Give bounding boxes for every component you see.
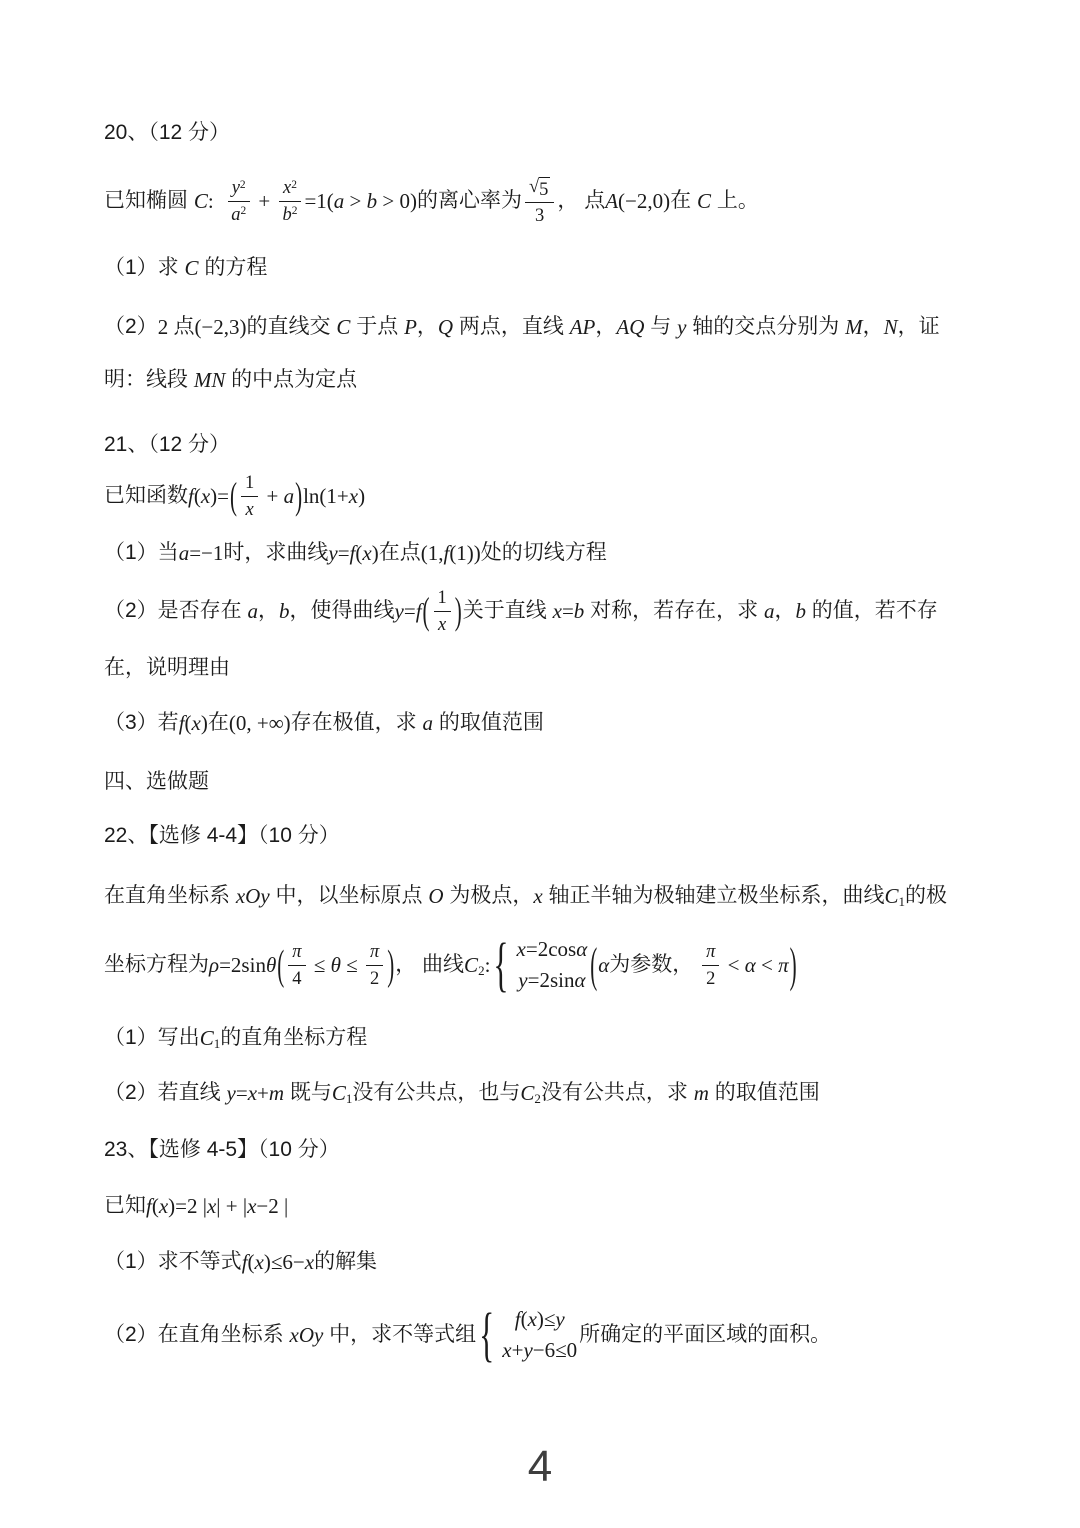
text-math-italic: xOy	[235, 883, 270, 908]
text-math-italic: x	[254, 1249, 264, 1274]
text-cjk: 在	[207, 710, 229, 734]
text-cjk: （2）	[104, 314, 158, 338]
problem-22-heading	[104, 822, 340, 850]
fraction-denominator	[702, 966, 719, 990]
text-cjk: ，	[862, 314, 884, 338]
text-cjk: 在点	[378, 540, 421, 564]
fraction-denominator	[288, 966, 305, 990]
problem-20-part-2-cont	[104, 366, 357, 394]
problem-23-part-2	[104, 1293, 831, 1377]
text-cjk: 的直线交	[246, 314, 337, 338]
problem-22-part-1: （1）写出 C $_1$ 的直角坐标方程	[104, 1025, 368, 1051]
text-cjk: 坐标方程为	[104, 952, 209, 976]
text-cjk: （2）在直角坐标系	[104, 1322, 290, 1346]
section-4-heading	[104, 768, 209, 796]
text-cjk: 的解集	[314, 1249, 378, 1273]
text-cjk: 于点	[350, 314, 405, 338]
text-cjk: （2）是否存在	[104, 598, 248, 622]
cases-column	[502, 1304, 577, 1367]
text-math-italic: x	[283, 177, 292, 198]
text-math-italic: x	[516, 936, 526, 961]
text-roman: <	[722, 952, 745, 977]
fraction-denominator	[366, 966, 383, 990]
text-cjk: 上。	[710, 188, 759, 212]
text-roman: =2sin	[527, 968, 575, 992]
text-math-italic: a	[178, 540, 190, 565]
big-delimiter: )	[387, 940, 395, 989]
text-math-italic: α	[598, 952, 610, 977]
text-roman: =1(	[304, 188, 334, 213]
text-cjk: 已知函数	[104, 483, 188, 507]
text-roman: (	[184, 710, 192, 735]
text-cjk: 的中点为定点	[225, 367, 358, 391]
text-cjk: ，使得曲线	[289, 598, 395, 622]
text-math-italic: xOy	[289, 1322, 324, 1347]
fraction-denominator	[531, 203, 548, 227]
text-cjk: 23、【选修 4-5】（10 分）	[104, 1137, 340, 1161]
text-cjk: 的直角坐标方程	[220, 1025, 368, 1049]
text-math-italic: a	[422, 710, 434, 735]
fraction	[434, 586, 451, 636]
fraction	[279, 176, 302, 226]
text-math-italic: x	[158, 1193, 169, 1218]
square-root	[529, 177, 550, 199]
fraction-numerator	[366, 940, 383, 965]
cases-row	[517, 934, 588, 966]
text-math-italic: a	[231, 203, 241, 224]
text-cjk: 处的切线方程	[480, 540, 607, 564]
text-math-italic: m	[693, 1080, 709, 1105]
text-roman: +	[253, 188, 276, 213]
text-cjk: 对称，若存在，求	[584, 598, 764, 622]
text-cjk: 的值，若不存	[805, 598, 938, 622]
text-roman: =2sin	[219, 952, 266, 977]
text-math-italic: x	[502, 1338, 512, 1362]
text-math-italic: y	[523, 1338, 533, 1362]
text-roman: (	[247, 1249, 255, 1274]
text-math-italic: x	[247, 1193, 257, 1218]
cases-column	[517, 934, 588, 997]
text-cjk: 中，以坐标原点	[269, 883, 429, 907]
text-cjk: 的极	[905, 883, 948, 907]
text-cjk: 为参数，	[609, 952, 700, 976]
superscript: 2	[240, 204, 247, 217]
text-roman: 4	[292, 967, 302, 988]
text-math-italic: x	[552, 598, 562, 623]
big-delimiter: )	[454, 589, 462, 633]
text-cjk: 没有公共点，也与	[352, 1080, 521, 1104]
text-cjk: （1）求不等式	[104, 1249, 242, 1273]
text-cjk: 点	[173, 314, 195, 338]
text-math-italic: a	[283, 483, 295, 508]
text-roman: =	[337, 540, 350, 565]
problem-21-part-2-cont	[104, 654, 230, 682]
text-math-italic: P	[404, 314, 417, 339]
cases-row	[502, 1335, 577, 1367]
text-roman: )=	[210, 483, 230, 508]
text-math-italic: f	[188, 483, 194, 508]
cases-group	[478, 1301, 578, 1368]
text-math-italic: C	[520, 1080, 535, 1105]
text-roman: (	[193, 483, 201, 508]
text-math-italic: C	[336, 314, 351, 339]
text-cjk: 的离心率为	[416, 188, 522, 212]
text-math-italic: x	[200, 483, 211, 508]
text-math-italic: ρ	[209, 952, 220, 977]
text-roman: (0, +∞)	[228, 710, 291, 735]
problem-21-part-1	[104, 539, 607, 567]
text-roman: =	[235, 1080, 248, 1105]
text-math-italic: y	[677, 314, 687, 339]
text-math-italic: f	[514, 1306, 521, 1331]
text-roman: =	[403, 598, 416, 623]
text-roman: 2	[369, 967, 380, 988]
text-math-italic: a	[247, 598, 259, 623]
text-cjk: ，	[416, 314, 438, 338]
text-roman: +	[261, 483, 284, 508]
fraction	[241, 471, 258, 521]
text-roman: ≤	[340, 952, 363, 977]
text-roman: )	[200, 710, 208, 735]
text-math-italic: y	[328, 540, 338, 565]
text-cjk: 的取值范围	[708, 1080, 820, 1104]
big-delimiter: (	[277, 940, 285, 989]
text-cjk: （3）若	[104, 710, 179, 734]
text-roman: (	[355, 540, 363, 565]
text-cjk: 21、（12 分）	[104, 432, 231, 456]
text-cjk: 在	[670, 188, 697, 212]
text-roman: )≤	[536, 1306, 556, 1331]
radicand: 5	[539, 179, 549, 200]
text-math-italic: b	[795, 598, 806, 623]
text-roman: −6≤0	[532, 1338, 578, 1362]
problem-20-part-1	[104, 254, 267, 282]
text-roman: 1	[437, 587, 447, 608]
text-roman: :	[207, 188, 225, 213]
text-roman: 3	[535, 204, 545, 225]
big-delimiter: )	[295, 474, 303, 518]
text-cjk: 关于直线	[462, 598, 553, 622]
problem-20-part-2	[104, 313, 940, 341]
text-roman: 2	[706, 967, 716, 988]
problem-21-part-3	[104, 709, 544, 737]
cases-group	[492, 931, 588, 998]
text-cjk: 明：线段	[104, 367, 194, 391]
text-roman: >	[344, 188, 367, 213]
text-cjk: ，	[774, 598, 796, 622]
text-cjk: 20、（12 分）	[104, 120, 231, 144]
fraction-numerator	[288, 940, 305, 965]
text-math-italic: y	[555, 1306, 565, 1331]
problem-21-statement	[104, 464, 365, 528]
text-math-italic: x	[362, 540, 372, 565]
fraction	[525, 175, 554, 227]
problem-20-heading	[104, 119, 230, 147]
fraction-denominator	[279, 202, 302, 226]
superscript: 2	[291, 178, 297, 191]
text-cjk: 时，求曲线	[223, 540, 329, 564]
text-cjk: 存在极值，求	[290, 710, 423, 734]
text-math-italic: θ	[265, 952, 277, 977]
text-roman: :	[484, 952, 491, 977]
text-roman: (	[520, 1306, 528, 1331]
text-cjk: 没有公共点，求	[540, 1080, 694, 1104]
big-delimiter: (	[230, 474, 238, 518]
text-math-italic: b	[282, 203, 292, 224]
text-cjk: 在直角坐标系	[104, 883, 236, 907]
text-math-italic: x	[304, 1249, 315, 1274]
text-cjk: 既与	[284, 1080, 332, 1104]
text-math-italic: A	[605, 188, 619, 213]
text-math-italic: f	[146, 1193, 152, 1218]
text-cjk: ，	[258, 598, 280, 622]
fraction-numerator	[228, 176, 250, 201]
problem-23-part-1	[104, 1248, 377, 1276]
text-math-italic: x	[245, 498, 254, 519]
text-math-italic: y	[231, 177, 240, 198]
text-cjk: 已知	[104, 1193, 146, 1217]
text-math-italic: m	[268, 1080, 285, 1105]
text-roman: −2 |	[256, 1193, 289, 1218]
text-math-italic: C	[199, 1025, 214, 1050]
text-roman: )	[371, 540, 379, 565]
text-math-italic: f	[178, 710, 185, 735]
text-cjk: 的方程	[198, 255, 268, 279]
text-roman: (1,	[420, 540, 444, 565]
left-brace: {	[479, 1301, 495, 1368]
big-delimiter: (	[590, 937, 598, 993]
text-math-italic: π	[778, 952, 789, 977]
fraction-numerator	[702, 940, 719, 965]
text-math-italic: a	[763, 598, 775, 623]
text-math-italic: y	[394, 598, 404, 623]
text-roman: )=2 |	[168, 1193, 207, 1218]
text-math-italic: f	[241, 1249, 248, 1274]
text-math-italic: b	[573, 598, 585, 623]
page-number: 4	[527, 1442, 553, 1491]
text-cjk: 22、【选修 4-4】（10 分）	[104, 823, 340, 847]
text-math-italic: C	[331, 1080, 346, 1105]
text-cjk: 与	[644, 314, 678, 338]
text-math-italic: C	[696, 188, 711, 213]
superscript: 2	[239, 178, 246, 191]
text-math-italic: α	[574, 968, 586, 992]
fraction-denominator	[434, 612, 450, 636]
text-roman: 2	[157, 314, 174, 339]
text-cjk: 为极点，	[443, 883, 534, 907]
text-math-italic: MN	[193, 367, 226, 392]
fraction	[227, 176, 250, 226]
cases-row	[502, 1304, 577, 1336]
text-roman: =2cos	[525, 936, 577, 961]
fraction-numerator	[279, 176, 301, 201]
text-math-italic: C	[884, 883, 899, 908]
text-cjk: （1）写出	[104, 1025, 200, 1049]
text-cjk: ， 曲线	[395, 952, 465, 976]
text-math-italic: π	[292, 941, 302, 962]
text-roman: =	[561, 598, 574, 623]
problem-20-statement	[104, 169, 759, 233]
fraction-numerator	[241, 471, 258, 496]
problem-23-heading	[104, 1136, 340, 1164]
text-cjk: 所确定的平面区域的面积。	[579, 1322, 832, 1346]
left-brace: {	[493, 931, 509, 998]
text-roman: =−1	[189, 540, 224, 565]
problem-22-part-2: （2）若直线 y = x + m 既与 C $_1$ 没有公共点，也与 C $_2$ 没有公共点，求 m 的取值范围	[104, 1080, 820, 1106]
text-math-italic: O	[428, 883, 444, 908]
text-math-italic: a	[333, 188, 345, 213]
text-math-italic: x	[247, 1080, 258, 1105]
text-math-italic: θ	[330, 952, 341, 977]
problem-22-statement-line-2: 坐标方程为 ρ =2sin θ ( $\frac{\pi}{4}$ ≤ θ ≤ $\frac{\pi}{2}$ ) ， 曲线 C $_2$ : { x=2cosα y=2sinα ( α 为参数， $\frac{\pi}{2}$ < α < π )	[104, 923, 798, 1007]
text-math-italic: C	[464, 952, 479, 977]
text-math-italic: AQ	[616, 314, 645, 339]
fraction	[288, 940, 305, 990]
text-roman: (	[151, 1193, 159, 1218]
big-delimiter: )	[789, 937, 797, 993]
radical-sign: √	[528, 176, 540, 197]
fraction	[702, 940, 719, 990]
text-roman: )≤6−	[263, 1249, 305, 1274]
text-roman: > 0)	[377, 188, 417, 213]
text-math-italic: x	[533, 883, 543, 908]
text-cjk: （2）若直线	[104, 1080, 227, 1104]
text-roman: 1	[245, 472, 255, 493]
problem-22-statement-line-1: 在直角坐标系 xOy 中，以坐标原点 O 为极点， x 轴正半轴为极轴建立极坐标系，曲线 C $_1$ 的极	[104, 883, 948, 909]
text-cjk: ，	[595, 314, 617, 338]
text-cjk: 四、选做题	[104, 769, 209, 793]
text-math-italic: M	[845, 314, 863, 339]
text-roman: <	[755, 952, 779, 977]
text-math-italic: x	[527, 1306, 537, 1331]
text-roman: (−2,0)	[618, 188, 671, 213]
text-math-italic: C	[184, 255, 199, 280]
text-roman: ln(1+	[303, 483, 349, 508]
text-math-italic: y	[518, 968, 528, 992]
problem-21-part-2	[104, 579, 938, 643]
problem-21-heading	[104, 431, 230, 459]
fraction-denominator	[242, 497, 258, 521]
fraction-numerator	[434, 586, 451, 611]
text-math-italic: f	[443, 540, 450, 565]
text-cjk: ，证	[897, 314, 940, 338]
text-math-italic: N	[883, 314, 898, 339]
text-roman: | + |	[216, 1193, 248, 1218]
text-math-italic: f	[415, 598, 422, 623]
text-cjk: 的取值范围	[433, 710, 544, 734]
fraction	[366, 940, 383, 990]
text-cjk: （1）当	[104, 540, 179, 564]
text-roman: +	[511, 1338, 524, 1362]
text-math-italic: α	[744, 952, 756, 977]
big-delimiter: (	[422, 589, 430, 633]
text-math-italic: x	[206, 1193, 217, 1218]
text-roman: +	[257, 1080, 269, 1105]
text-cjk: 轴的交点分别为	[686, 314, 846, 338]
text-cjk: 轴正半轴为极轴建立极坐标系，曲线	[542, 883, 885, 907]
fraction-denominator	[227, 202, 250, 226]
text-math-italic: π	[369, 941, 380, 962]
text-math-italic: C	[193, 188, 208, 213]
text-cjk: 中，求不等式组	[323, 1322, 477, 1346]
text-roman: (−2,3)	[194, 314, 247, 339]
text-math-italic: f	[349, 540, 356, 565]
superscript: 2	[291, 204, 298, 217]
text-math-italic: Q	[437, 314, 454, 339]
text-roman: )	[358, 483, 366, 508]
text-cjk: 已知椭圆	[104, 188, 194, 212]
text-math-italic: b	[279, 598, 290, 623]
text-math-italic: α	[576, 936, 588, 961]
fraction-numerator	[525, 175, 554, 202]
text-math-italic: b	[366, 188, 378, 213]
text-math-italic: x	[348, 483, 359, 508]
text-math-italic: π	[706, 941, 716, 962]
text-cjk: 两点，直线	[453, 314, 570, 338]
text-math-italic: AP	[569, 314, 596, 339]
text-math-italic: x	[438, 613, 447, 634]
text-math-italic: y	[226, 1080, 236, 1105]
text-cjk: （1）求	[104, 255, 185, 279]
text-cjk: 在，说明理由	[104, 655, 230, 679]
text-cjk: ， 点	[557, 188, 606, 212]
text-roman: ≤	[308, 952, 331, 977]
text-math-italic: x	[191, 710, 201, 735]
problem-23-statement	[104, 1192, 288, 1220]
cases-row	[517, 965, 588, 997]
text-roman: (1))	[449, 540, 481, 565]
